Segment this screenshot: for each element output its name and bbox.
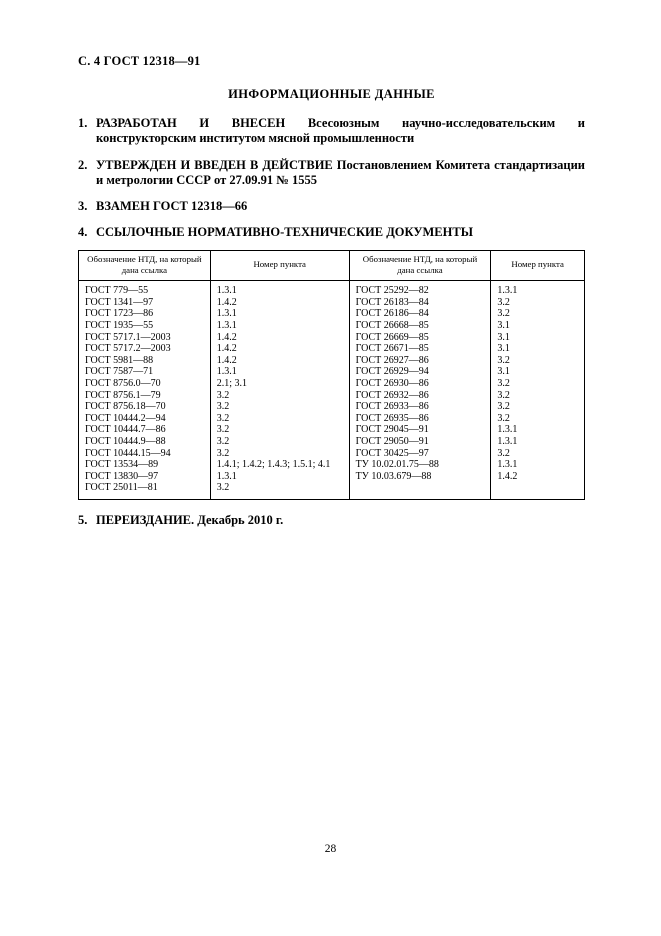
point-number-cell: 3.2 — [210, 401, 349, 413]
col-header-ntd-left: Обозначение НТД, на который дана ссылка — [79, 250, 211, 281]
ntd-designation-cell: ГОСТ 779—55 — [79, 281, 211, 297]
point-number-cell: 3.2 — [210, 413, 349, 425]
point-number-cell: 1.4.2 — [210, 332, 349, 344]
item-text: ССЫЛОЧНЫЕ НОРМАТИВНО-ТЕХНИЧЕСКИЕ ДОКУМЕНТЫ — [96, 225, 473, 240]
ntd-designation-cell: ГОСТ 8756.0—70 — [79, 378, 211, 390]
point-number-cell: 3.2 — [491, 378, 585, 390]
table-row — [79, 332, 585, 344]
point-number-cell: 3.2 — [210, 482, 349, 499]
ntd-designation-cell: ГОСТ 1723—86 — [79, 308, 211, 320]
item-number: 3. — [78, 199, 88, 213]
point-number-cell: 3.2 — [210, 436, 349, 448]
item-number: 4. — [78, 225, 88, 240]
list-item-3 — [78, 199, 585, 214]
point-number-cell: 3.1 — [491, 332, 585, 344]
ntd-designation-cell: ТУ 10.03.679—88 — [349, 471, 491, 483]
ntd-designation-cell: ГОСТ 5717.2—2003 — [79, 343, 211, 355]
point-number-cell: 3.1 — [491, 343, 585, 355]
point-number-cell: 1.3.1 — [491, 281, 585, 297]
ntd-designation-cell: ГОСТ 26186—84 — [349, 308, 491, 320]
table-row — [79, 482, 585, 499]
point-number-cell: 3.2 — [491, 390, 585, 402]
table-row — [79, 378, 585, 390]
table-row — [79, 424, 585, 436]
point-number-cell: 3.2 — [491, 297, 585, 309]
ntd-designation-cell: ГОСТ 25011—81 — [79, 482, 211, 499]
ntd-designation-cell: ТУ 10.02.01.75—88 — [349, 459, 491, 471]
ntd-designation-cell: ГОСТ 26933—86 — [349, 401, 491, 413]
ntd-designation-cell: ГОСТ 26929—94 — [349, 366, 491, 378]
list-item-2 — [78, 158, 585, 189]
ntd-designation-cell: ГОСТ 13830—97 — [79, 471, 211, 483]
point-number-cell: 1.4.2 — [210, 343, 349, 355]
ntd-designation-cell: ГОСТ 26669—85 — [349, 332, 491, 344]
ntd-designation-cell: ГОСТ 26927—86 — [349, 355, 491, 367]
document-title: ИНФОРМАЦИОННЫЕ ДАННЫЕ — [228, 87, 435, 101]
item-text: ПЕРЕИЗДАНИЕ. Декабрь 2010 г. — [96, 512, 284, 527]
table-row — [79, 459, 585, 471]
page-number: 28 — [324, 843, 337, 855]
table-row — [79, 297, 585, 309]
point-number-cell: 1.3.1 — [210, 320, 349, 332]
ntd-designation-cell: ГОСТ 25292—82 — [349, 281, 491, 297]
point-number-cell: 3.2 — [491, 448, 585, 460]
point-number-cell: 3.2 — [491, 413, 585, 425]
ntd-designation-cell: ГОСТ 8756.18—70 — [79, 401, 211, 413]
ntd-designation-cell: ГОСТ 8756.1—79 — [79, 390, 211, 402]
ntd-designation-cell: ГОСТ 26668—85 — [349, 320, 491, 332]
point-number-cell: 1.3.1 — [210, 366, 349, 378]
ntd-designation-cell: ГОСТ 1341—97 — [79, 297, 211, 309]
point-number-cell: 3.2 — [491, 355, 585, 367]
col-header-point-right: Номер пункта — [491, 250, 585, 281]
ntd-designation-cell: ГОСТ 13534—89 — [79, 459, 211, 471]
ntd-designation-cell — [349, 482, 491, 499]
point-number-cell: 1.4.2 — [491, 471, 585, 483]
point-number-cell: 3.2 — [491, 308, 585, 320]
list-item-4 — [78, 225, 585, 240]
table-row — [79, 343, 585, 355]
table-row — [79, 390, 585, 402]
ntd-designation-cell: ГОСТ 10444.2—94 — [79, 413, 211, 425]
col-header-point-left: Номер пункта — [210, 250, 349, 281]
item-number: 5. — [78, 512, 88, 527]
point-number-cell: 1.3.1 — [210, 281, 349, 297]
point-number-cell: 3.1 — [491, 320, 585, 332]
ntd-designation-cell: ГОСТ 7587—71 — [79, 366, 211, 378]
point-number-cell: 1.4.2 — [210, 355, 349, 367]
page-header: С. 4 ГОСТ 12318—91 — [78, 54, 201, 68]
ntd-designation-cell: ГОСТ 1935—55 — [79, 320, 211, 332]
ntd-designation-cell: ГОСТ 29045—91 — [349, 424, 491, 436]
list-item-1 — [78, 116, 585, 147]
point-number-cell — [491, 482, 585, 499]
item-text: УТВЕРЖДЕН И ВВЕДЕН В ДЕЙСТВИЕ Постановлением Комитета стандартизации и метрологии СССР от 27.09.91 № 1555 — [96, 157, 585, 187]
ntd-designation-cell: ГОСТ 10444.9—88 — [79, 436, 211, 448]
ntd-designation-cell: ГОСТ 26935—86 — [349, 413, 491, 425]
ntd-designation-cell: ГОСТ 26930—86 — [349, 378, 491, 390]
point-number-cell: 3.2 — [491, 401, 585, 413]
item-text: РАЗРАБОТАН И ВНЕСЕН Всесоюзным научно-исследовательским и конструкторским институтом мясной промышленности — [96, 116, 585, 146]
references-table — [78, 250, 585, 500]
point-number-cell: 3.2 — [210, 390, 349, 402]
ntd-designation-cell: ГОСТ 29050—91 — [349, 436, 491, 448]
list-item-5 — [78, 513, 585, 528]
table-row — [79, 471, 585, 483]
item-text: ВЗАМЕН ГОСТ 12318—66 — [96, 199, 248, 213]
ntd-designation-cell: ГОСТ 30425—97 — [349, 448, 491, 460]
table-row — [79, 448, 585, 460]
point-number-cell: 3.2 — [210, 448, 349, 460]
table-row — [79, 366, 585, 378]
table-row — [79, 308, 585, 320]
point-number-cell: 1.3.1 — [491, 436, 585, 448]
table-row — [79, 320, 585, 332]
table-row — [79, 401, 585, 413]
point-number-cell: 1.4.2 — [210, 297, 349, 309]
table-row — [79, 281, 585, 297]
ntd-designation-cell: ГОСТ 26671—85 — [349, 343, 491, 355]
ntd-designation-cell: ГОСТ 26183—84 — [349, 297, 491, 309]
ntd-designation-cell: ГОСТ 10444.7—86 — [79, 424, 211, 436]
item-number: 2. — [78, 157, 88, 172]
point-number-cell: 1.3.1 — [210, 471, 349, 483]
ntd-designation-cell: ГОСТ 5717.1—2003 — [79, 332, 211, 344]
table-header-row — [79, 250, 585, 281]
item-number: 1. — [78, 116, 88, 130]
table-row — [79, 355, 585, 367]
table-row — [79, 413, 585, 425]
point-number-cell: 3.1 — [491, 366, 585, 378]
point-number-cell: 3.2 — [210, 424, 349, 436]
ntd-designation-cell: ГОСТ 5981—88 — [79, 355, 211, 367]
point-number-cell: 2.1; 3.1 — [210, 378, 349, 390]
ntd-designation-cell: ГОСТ 26932—86 — [349, 390, 491, 402]
ntd-designation-cell: ГОСТ 10444.15—94 — [79, 448, 211, 460]
ref-table-body — [79, 281, 585, 500]
info-items — [78, 116, 585, 241]
point-number-cell: 1.3.1 — [491, 459, 585, 471]
table-row — [79, 436, 585, 448]
point-number-cell: 1.4.1; 1.4.2; 1.4.3; 1.5.1; 4.1 — [210, 459, 349, 471]
point-number-cell: 1.3.1 — [491, 424, 585, 436]
col-header-ntd-right: Обозначение НТД, на который дана ссылка — [349, 250, 491, 281]
point-number-cell: 1.3.1 — [210, 308, 349, 320]
